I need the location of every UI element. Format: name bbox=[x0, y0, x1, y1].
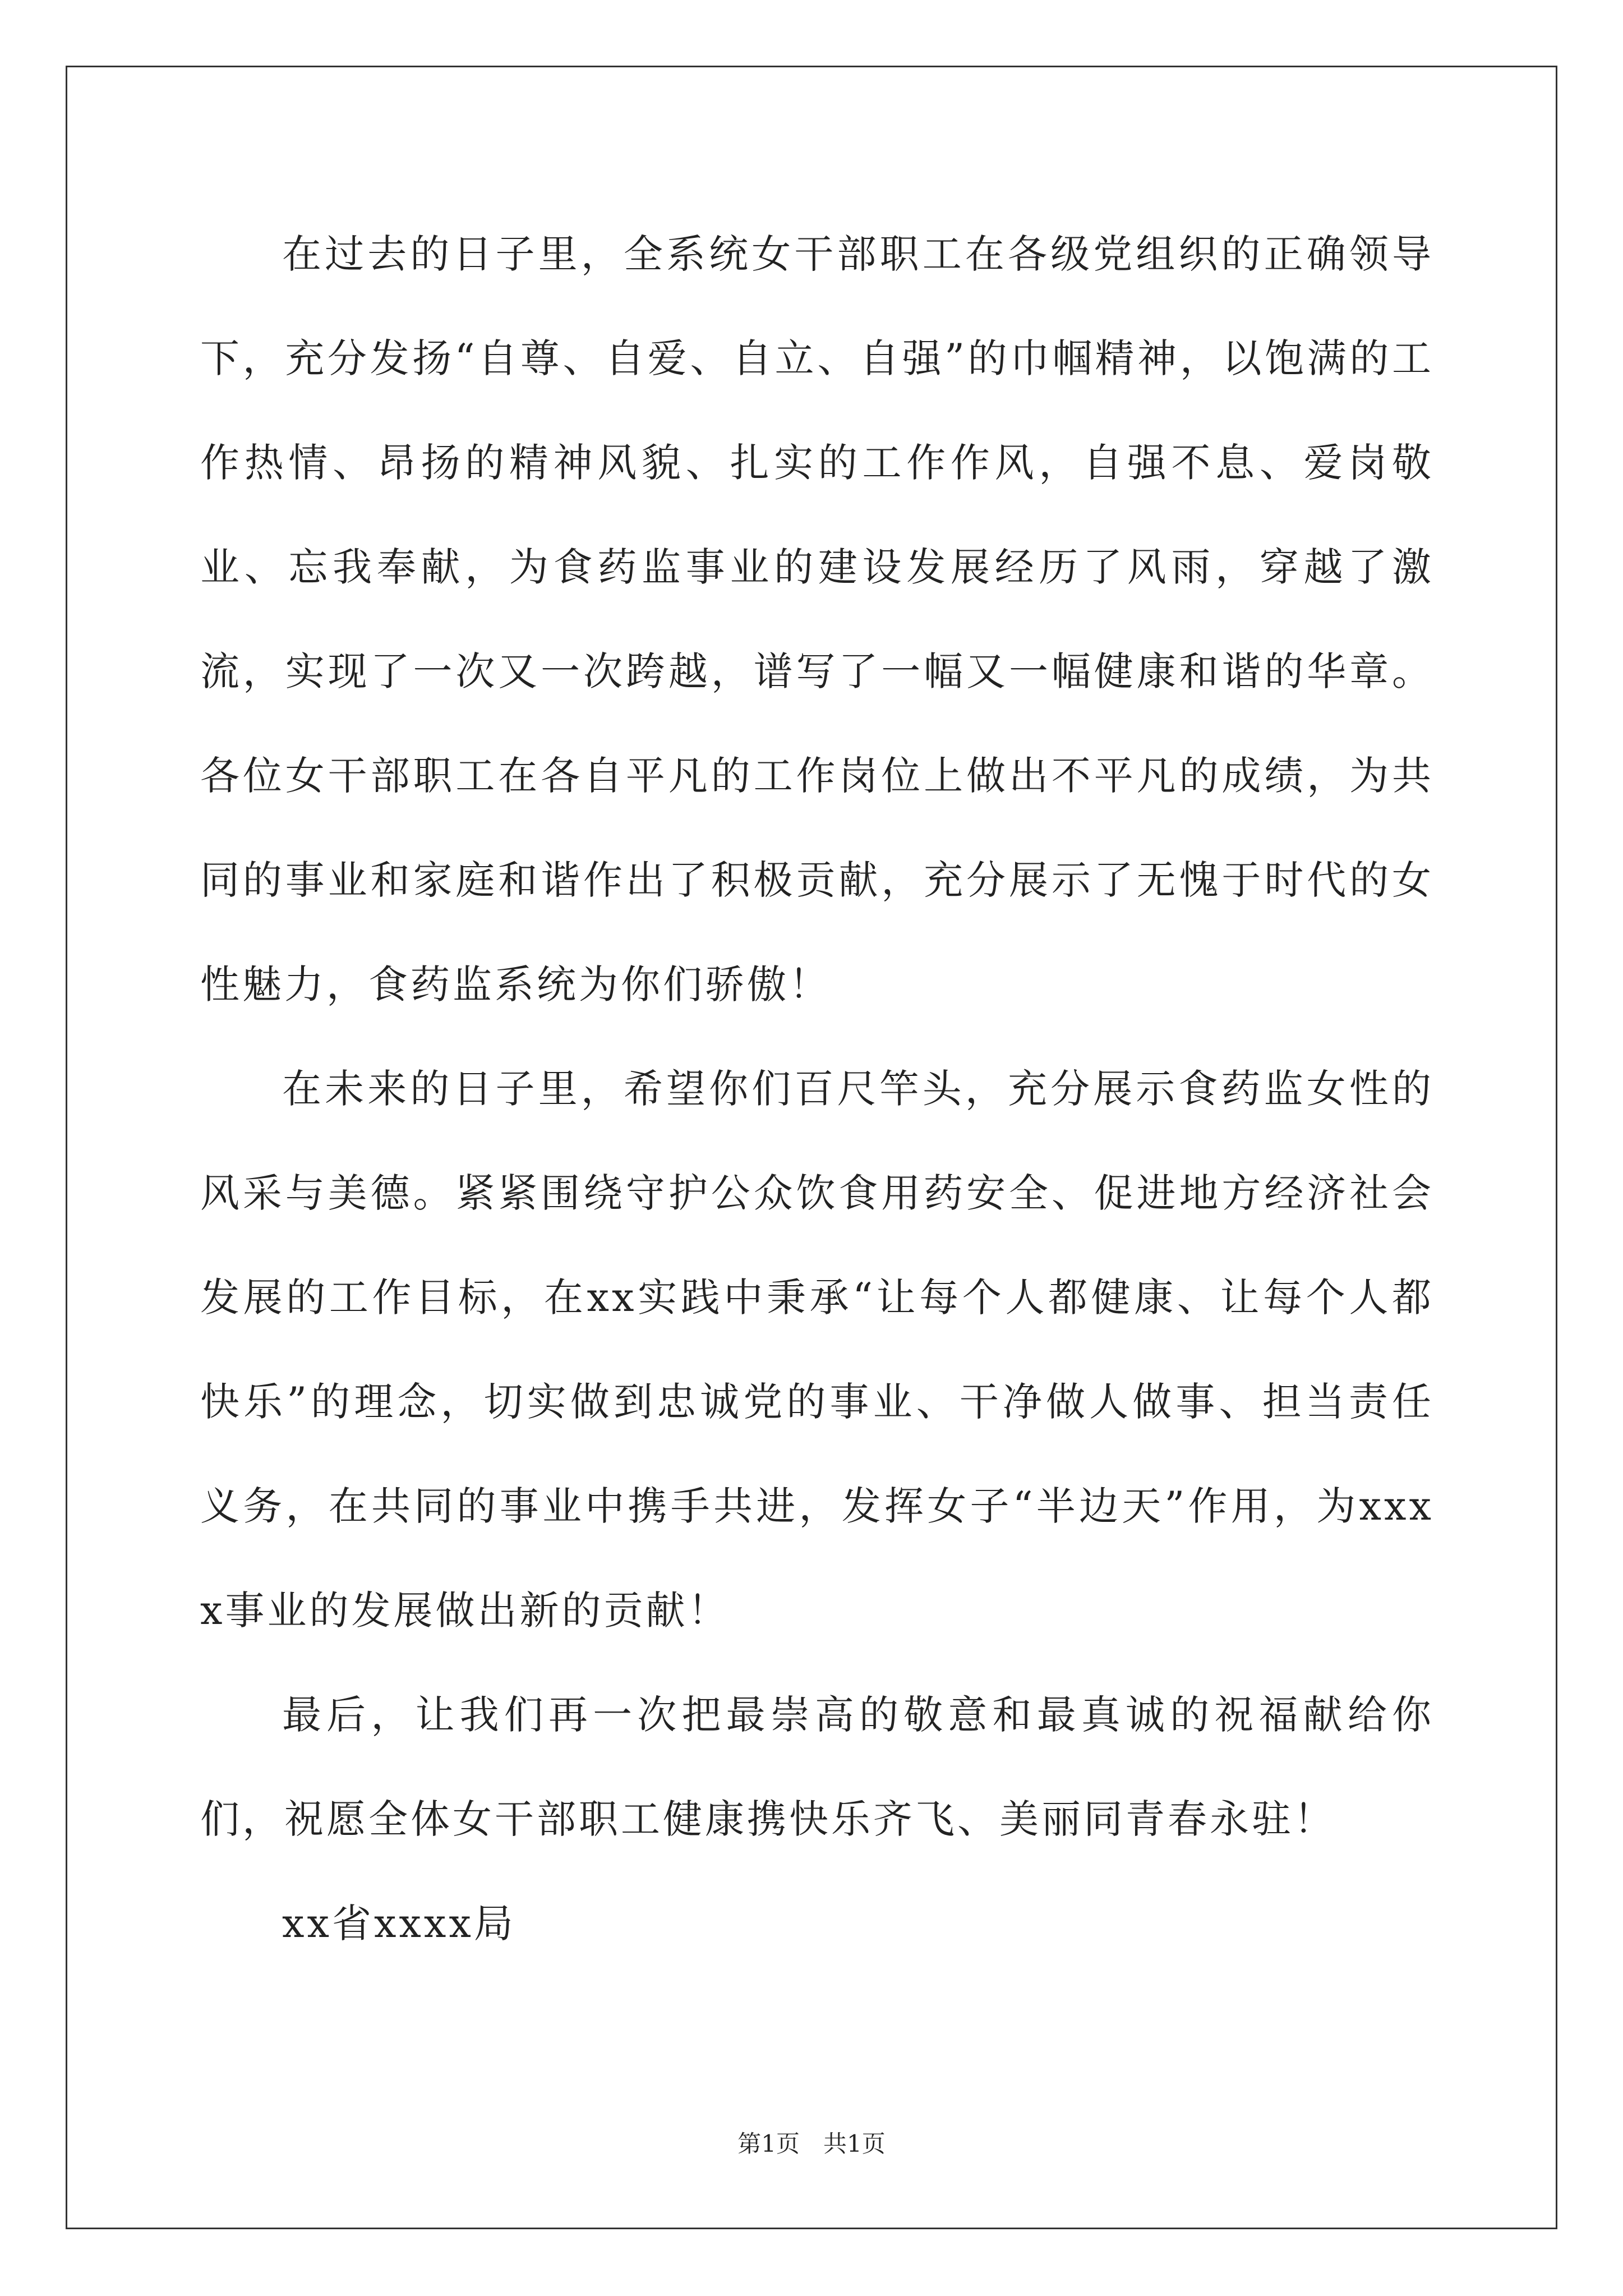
page-footer: 第1页 共1页 bbox=[737, 2130, 886, 2157]
signature: xx省xxxx局 bbox=[282, 1901, 516, 1947]
document-body bbox=[200, 202, 1434, 1976]
paragraph-2: 在未来的日子里，希望你们百尺竿头，充分展示食药监女性的风采与美德。紧紧围绕守护公众饮食用药安全、促进地方经济社会发展的工作目标，在xx实践中秉承“让每个人都健康、让每个人都快乐”的理念，切实做到忠诚党的事业、干净做人做事、担当责任义务，在共同的事业中携手共进，发挥女子“半边天”作用，为xxxx事业的发展做出新的贡献！ bbox=[200, 1066, 1434, 1634]
paragraph-3: 最后，让我们再一次把最崇高的敬意和最真诚的祝福献给你们，祝愿全体女干部职工健康携快乐齐飞、美丽同青春永驻！ bbox=[200, 1692, 1434, 1842]
paragraph-1: 在过去的日子里，全系统女干部职工在各级党组织的正确领导下，充分发扬“自尊、自爱、自立、自强”的巾帼精神，以饱满的工作热情、昂扬的精神风貌、扎实的工作作风，自强不息、爱岗敬业、忘我奉献，为食药监事业的建设发展经历了风雨，穿越了激流，实现了一次又一次跨越，谱写了一幅又一幅健康和谐的华章。各位女干部职工在各自平凡的工作岗位上做出不平凡的成绩，为共同的事业和家庭和谐作出了积极贡献，充分展示了无愧于时代的女性魅力，食药监系统为你们骄傲！ bbox=[200, 231, 1434, 1007]
